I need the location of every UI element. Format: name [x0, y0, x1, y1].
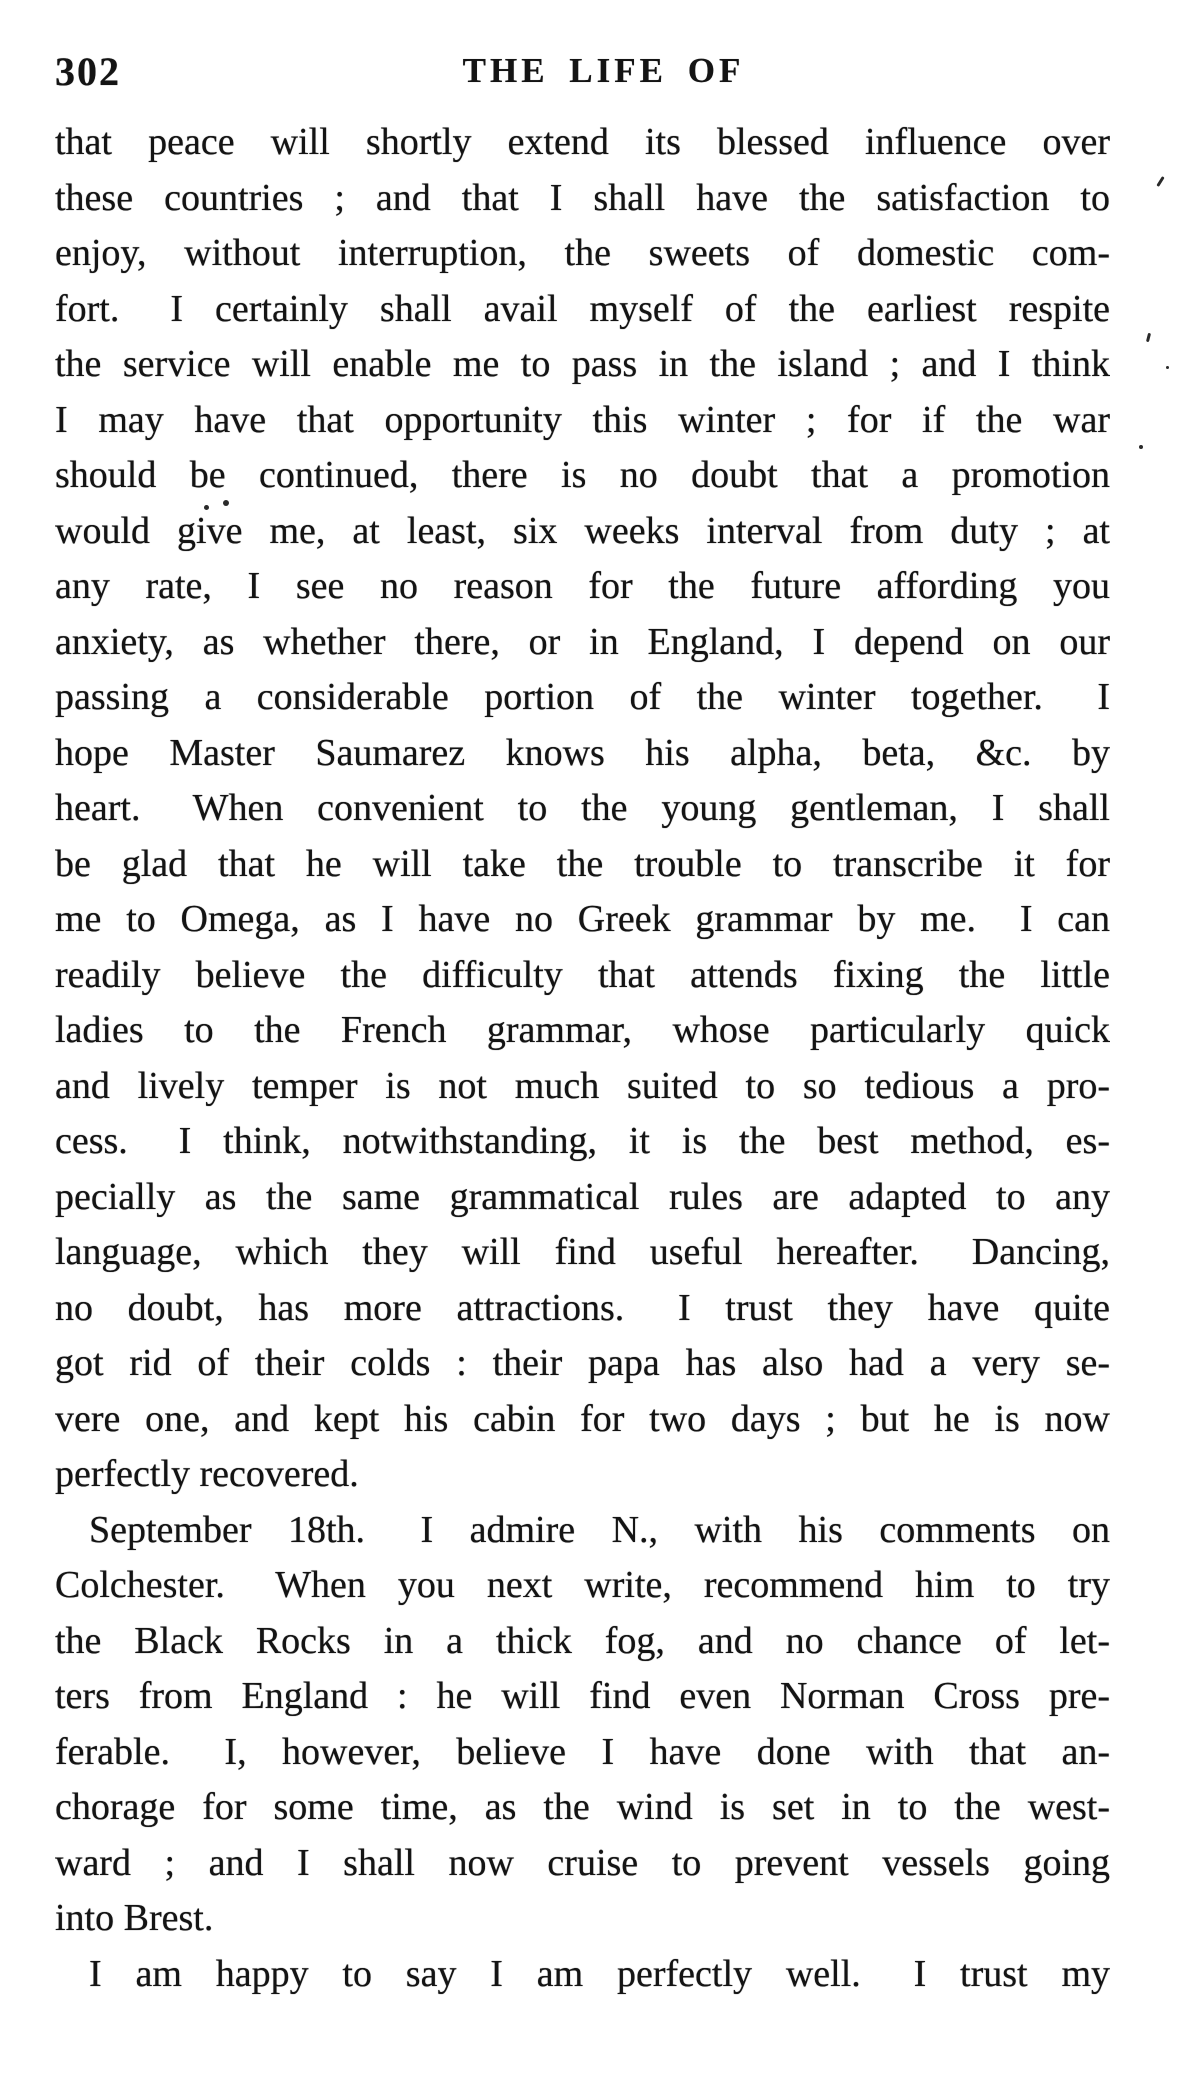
text-line-32: ward ; and I shall now cruise to prevent vessels going [55, 1841, 1110, 1884]
text-line-30: ferable. I, however, believe I have done with that an- [55, 1730, 1110, 1773]
text-line-25: perfectly recovered. [55, 1453, 359, 1495]
text-line-17: ladies to the French grammar, whose particularly quick [55, 1009, 1110, 1051]
text-line-29: ters from England : he will find even Norman Cross pre- [55, 1675, 1110, 1717]
text-line-28: the Black Rocks in a thick fog, and no chance of let- [55, 1619, 1110, 1662]
text-line-5: the service will enable me to pass in the island ; and I think [55, 343, 1110, 385]
text-line-7: should be continued, there is no doubt that a promotion [55, 454, 1110, 496]
scan-speck [1139, 445, 1143, 449]
text-line-23: got rid of their colds : their papa has also had a very se- [55, 1342, 1110, 1384]
text-line-22: no doubt, has more attractions. I trust they have quite [55, 1286, 1110, 1329]
text-line-2: these countries ; and that I shall have the satisfaction to [55, 176, 1110, 219]
text-line-16: readily believe the difficulty that attends fixing the little [55, 953, 1110, 996]
text-line-11: passing a considerable portion of the winter together. I [55, 676, 1110, 718]
text-line-6: I may have that opportunity this winter ; for if the war [55, 398, 1110, 441]
scan-speck [204, 505, 209, 510]
text-line-10: anxiety, as whether there, or in England, I depend on our [55, 620, 1110, 663]
body-text [55, 115, 1110, 2002]
page-number: 302 [55, 49, 121, 94]
text-line-21: language, which they will find useful hereafter. Dancing, [55, 1231, 1110, 1273]
text-line-31: chorage for some time, as the wind is set in to the west- [55, 1786, 1110, 1828]
text-line-24: vere one, and kept his cabin for two days ; but he is now [55, 1397, 1110, 1440]
text-line-14: be glad that he will take the trouble to transcribe it for [55, 842, 1110, 885]
text-line-9: any rate, I see no reason for the future affording you [55, 565, 1110, 607]
text-line-1: that peace will shortly extend its blessed influence over [55, 121, 1110, 163]
text-line-4: fort. I certainly shall avail myself of the earliest respite [55, 287, 1110, 330]
scan-speck [1146, 333, 1151, 342]
text-line-13: heart. When convenient to the young gentleman, I shall [55, 787, 1110, 829]
text-line-20: pecially as the same grammatical rules are adapted to any [55, 1175, 1110, 1218]
text-line-12: hope Master Saumarez knows his alpha, beta, &c. by [55, 731, 1110, 774]
text-line-15: me to Omega, as I have no Greek grammar by me. I can [55, 898, 1110, 940]
page-header [55, 48, 1110, 92]
text-line-18: and lively temper is not much suited to so tedious a pro- [55, 1064, 1110, 1107]
text-line-3: enjoy, without interruption, the sweets of domestic com- [55, 232, 1110, 274]
text-line-19: cess. I think, notwithstanding, it is the best method, es- [55, 1120, 1110, 1162]
text-line-33: into Brest. [55, 1897, 214, 1939]
text-line-8: would give me, at least, six weeks interval from duty ; at [55, 509, 1110, 552]
text-line-34: I am happy to say I am perfectly well. I trust my [89, 1952, 1110, 1995]
scan-speck [1166, 366, 1169, 369]
scan-speck [1156, 176, 1164, 187]
scan-speck [223, 500, 229, 506]
text-line-27: Colchester. When you next write, recommend him to try [55, 1564, 1110, 1606]
text-line-26: September 18th. I admire N., with his comments on [89, 1508, 1110, 1551]
running-title: THE LIFE OF [462, 51, 745, 90]
